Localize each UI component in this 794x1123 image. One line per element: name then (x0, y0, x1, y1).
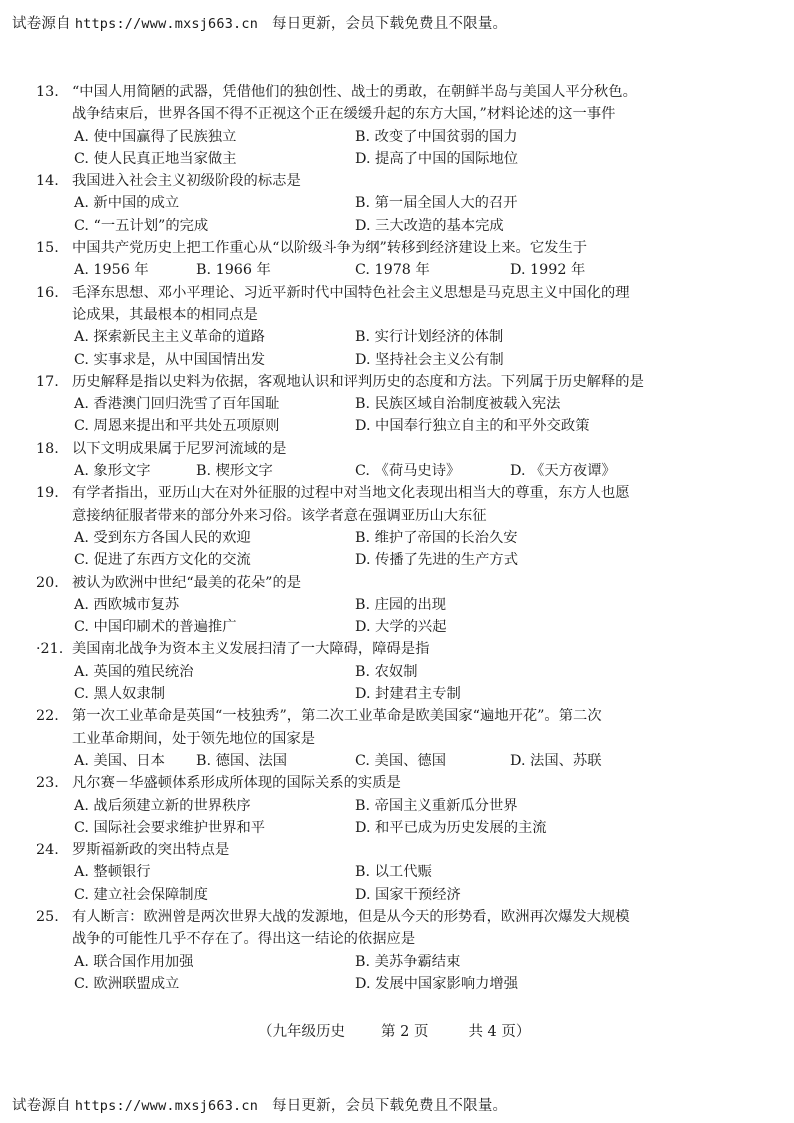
answer-option: A. 新中国的成立 (74, 195, 180, 212)
question-stem (0, 705, 794, 727)
question-text: 工业革命期间，处于领先地位的国家是 (72, 730, 316, 747)
banner-tagline: 每日更新，会员下载免费且不限量。 (272, 16, 508, 32)
question-stem (0, 438, 794, 460)
question-stem (0, 237, 794, 259)
answer-option: D. 中国奉行独立自主的和平外交政策 (355, 418, 590, 435)
question-stem (0, 482, 794, 504)
option-row (0, 616, 794, 638)
question-stem-continued (0, 103, 794, 125)
option-row (0, 951, 794, 973)
question-stem (0, 572, 794, 594)
question-text: 凡尔赛－华盛顿体系形成所体现的国际关系的实质是 (72, 775, 401, 792)
option-row (0, 460, 794, 482)
option-row (0, 594, 794, 616)
answer-option: A. 探索新民主主义革命的道路 (74, 329, 265, 346)
option-row (0, 884, 794, 906)
answer-option: C. 欧洲联盟成立 (74, 975, 180, 992)
option-row (0, 795, 794, 817)
question-number: 15. (36, 240, 59, 257)
answer-option: C. 美国、德国 (355, 752, 447, 769)
option-row (0, 148, 794, 170)
question-item (0, 81, 794, 170)
question-stem-continued (0, 728, 794, 750)
banner-tagline: 每日更新，会员下载免费且不限量。 (272, 1098, 508, 1114)
answer-option: C. 促进了东西方文化的交流 (74, 552, 251, 569)
option-row (0, 415, 794, 437)
option-row (0, 349, 794, 371)
source-banner-bottom (12, 1094, 507, 1115)
question-item (0, 705, 794, 772)
question-item (0, 438, 794, 483)
banner-source: 试卷源自 (12, 16, 71, 32)
footer-page-number: 第 2 页 (381, 1024, 429, 1040)
answer-option: B. 民族区域自治制度被载入宪法 (355, 396, 561, 413)
answer-option: D. 坚持社会主义公有制 (355, 351, 504, 368)
question-number: 18. (36, 440, 59, 457)
question-stem (0, 906, 794, 928)
answer-option: A. 象形文字 (74, 463, 151, 480)
question-text: 美国南北战争为资本主义发展扫清了一大障碍，障碍是指 (72, 641, 430, 658)
answer-option: B. 以工代赈 (355, 864, 432, 881)
answer-option: C. 《荷马史诗》 (355, 463, 461, 480)
question-stem-continued (0, 505, 794, 527)
answer-option: C. 1978 年 (355, 262, 430, 279)
question-stem (0, 170, 794, 192)
answer-option: A. 香港澳门回归洗雪了百年国耻 (74, 396, 280, 413)
question-item (0, 371, 794, 438)
answer-option: A. 整顿银行 (74, 864, 151, 881)
banner-url[interactable]: https://www.mxsj663.cn (74, 1098, 259, 1114)
question-number: 14. (36, 173, 59, 190)
option-row (0, 326, 794, 348)
answer-option: C. 实事求是，从中国国情出发 (74, 351, 266, 368)
question-item (0, 237, 794, 282)
answer-option: A. 1956 年 (74, 262, 149, 279)
question-text: 以下文明成果属于尼罗河流域的是 (72, 440, 287, 457)
question-item (0, 906, 794, 995)
answer-option: D. 发展中国家影响力增强 (355, 975, 519, 992)
question-text: 罗斯福新政的突出特点是 (72, 842, 230, 859)
question-item (0, 572, 794, 639)
answer-option: A. 英国的殖民统治 (74, 663, 194, 680)
answer-option: A. 使中国赢得了民族独立 (74, 128, 237, 145)
question-text: 第一次工业革命是英国“一枝独秀”，第二次工业革命是欧美国家“遍地开花”。第二次 (72, 708, 602, 725)
footer-page-total: 共 4 页） (468, 1024, 531, 1040)
question-number: 16. (36, 284, 59, 301)
answer-option: B. 庄园的出现 (355, 596, 447, 613)
question-number: 17. (36, 373, 59, 390)
answer-option: B. 维护了帝国的长治久安 (355, 529, 518, 546)
answer-option: B. 德国、法国 (196, 752, 288, 769)
answer-option: B. 农奴制 (355, 663, 418, 680)
question-text: 战争的可能性几乎不存在了。得出这一结论的依据应是 (72, 931, 416, 948)
answer-option: B. 帝国主义重新瓜分世界 (355, 797, 518, 814)
question-stem (0, 839, 794, 861)
answer-option: B. 实行计划经济的体制 (355, 329, 504, 346)
question-stem-continued (0, 304, 794, 326)
question-text: 被认为欧洲中世纪“最美的花朵”的是 (72, 574, 302, 591)
answer-option: C. “一五计划”的完成 (74, 217, 209, 234)
answer-option: D. 三大改造的基本完成 (355, 217, 504, 234)
answer-option: B. 1966 年 (196, 262, 271, 279)
question-list (0, 81, 794, 995)
question-text: 中国共产党历史上把工作重心从“以阶级斗争为纲”转移到经济建设上来。它发生于 (72, 240, 588, 257)
answer-option: A. 美国、日本 (74, 752, 165, 769)
answer-option: C. 中国印刷术的普遍推广 (74, 619, 237, 636)
question-item (0, 170, 794, 237)
question-number: 22. (36, 708, 59, 725)
question-number: 13. (36, 84, 59, 100)
question-stem (0, 81, 794, 103)
question-item (0, 282, 794, 371)
question-number: 23. (36, 775, 59, 792)
question-text: 有学者指出，亚历山大在对外征服的过程中对当地文化表现出相当大的尊重，东方人也愿 (72, 485, 630, 502)
answer-option: C. 黑人奴隶制 (74, 686, 166, 703)
answer-option: D. 和平已成为历史发展的主流 (355, 819, 547, 836)
question-item (0, 772, 794, 839)
question-number: 20. (36, 574, 59, 591)
option-row (0, 750, 794, 772)
answer-option: D. 传播了先进的生产方式 (355, 552, 519, 569)
answer-option: B. 第一届全国人大的召开 (355, 195, 518, 212)
option-row (0, 661, 794, 683)
answer-option: B. 楔形文字 (196, 463, 273, 480)
question-text: 战争结束后，世界各国不得不正视这个正在缓缓升起的东方大国，”材料论述的这一事件 (72, 106, 616, 123)
option-row (0, 192, 794, 214)
answer-option: C. 周恩来提出和平共处五项原则 (74, 418, 280, 435)
option-row (0, 817, 794, 839)
question-number: 25. (36, 908, 59, 925)
answer-option: B. 美苏争霸结束 (355, 953, 461, 970)
banner-url[interactable]: https://www.mxsj663.cn (74, 16, 259, 32)
question-item (0, 482, 794, 571)
question-item (0, 839, 794, 906)
question-item (0, 638, 794, 705)
answer-option: D. 国家干预经济 (355, 886, 461, 903)
question-stem (0, 638, 794, 660)
question-number: 24. (36, 842, 59, 859)
answer-option: D. 《天方夜谭》 (510, 463, 616, 480)
answer-option: D. 1992 年 (510, 262, 586, 279)
option-row (0, 549, 794, 571)
page-footer (258, 1020, 530, 1041)
question-number: ·21. (36, 641, 64, 658)
answer-option: D. 封建君主专制 (355, 686, 461, 703)
option-row (0, 861, 794, 883)
answer-option: A. 联合国作用加强 (74, 953, 194, 970)
question-stem (0, 772, 794, 794)
answer-option: D. 法国、苏联 (510, 752, 602, 769)
question-stem (0, 371, 794, 393)
question-text: 有人断言：欧洲曾是两次世界大战的发源地，但是从今天的形势看，欧洲再次爆发大规模 (72, 908, 630, 925)
answer-option: A. 西欧城市复苏 (74, 596, 180, 613)
option-row (0, 215, 794, 237)
question-stem-continued (0, 928, 794, 950)
question-text: 意接纳征服者带来的部分外来习俗。该学者意在强调亚历山大东征 (72, 507, 487, 524)
answer-option: D. 提高了中国的国际地位 (355, 150, 519, 167)
question-text: 毛泽东思想、邓小平理论、习近平新时代中国特色社会主义思想是马克思主义中国化的理 (72, 284, 630, 301)
answer-option: A. 战后须建立新的世界秩序 (74, 797, 251, 814)
option-row (0, 259, 794, 281)
option-row (0, 393, 794, 415)
question-text: 论成果，其最根本的相同点是 (72, 306, 258, 323)
option-row (0, 527, 794, 549)
question-text: “中国人用简陋的武器，凭借他们的独创性、战士的勇敢，在朝鲜半岛与美国人平分秋色。 (72, 84, 637, 100)
source-banner-top (12, 12, 507, 33)
question-text: 我国进入社会主义初级阶段的标志是 (72, 173, 301, 190)
answer-option: A. 受到东方各国人民的欢迎 (74, 529, 251, 546)
option-row (0, 973, 794, 995)
answer-option: C. 建立社会保障制度 (74, 886, 208, 903)
footer-subject: （九年级历史 (258, 1024, 345, 1040)
answer-option: C. 国际社会要求维护世界和平 (74, 819, 266, 836)
question-stem (0, 282, 794, 304)
question-text: 历史解释是指以史料为依据，客观地认识和评判历史的态度和方法。下列属于历史解释的是 (72, 373, 644, 390)
answer-option: C. 使人民真正地当家做主 (74, 150, 237, 167)
option-row (0, 126, 794, 148)
answer-option: B. 改变了中国贫弱的国力 (355, 128, 518, 145)
question-number: 19. (36, 485, 59, 502)
answer-option: D. 大学的兴起 (355, 619, 447, 636)
banner-source: 试卷源自 (12, 1098, 71, 1114)
option-row (0, 683, 794, 705)
